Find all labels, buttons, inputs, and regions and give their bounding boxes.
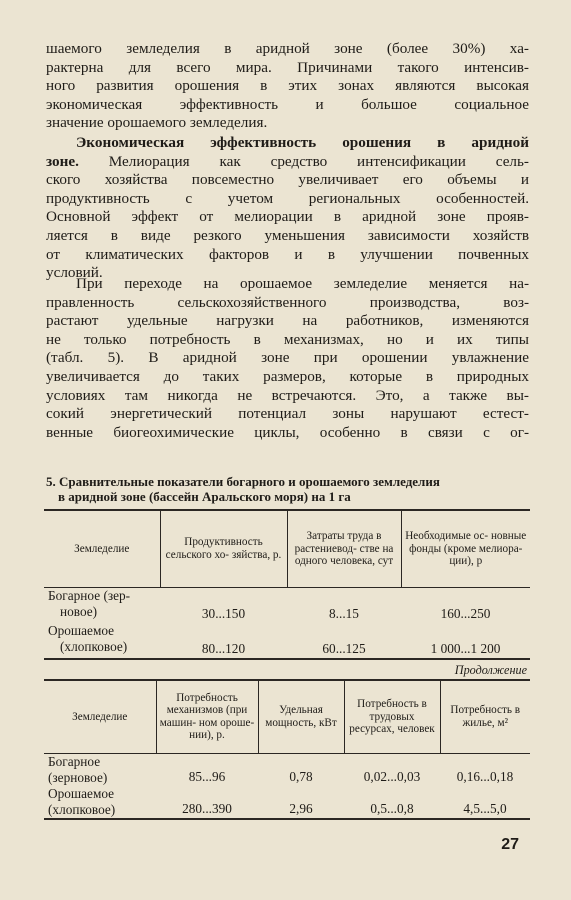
table-row: [44, 623, 530, 659]
paragraph-1: [46, 40, 529, 133]
table-cell: 80...120: [201, 641, 246, 656]
text-line: увеличивается до таких размеров, которые в природных: [46, 367, 529, 385]
row-label-line: (зерновое): [48, 769, 108, 785]
column-header: Затраты труда в растениевод- стве на одного человека, сут: [287, 510, 401, 587]
table-cell: 85...96: [188, 768, 226, 784]
page-number: 27: [501, 836, 519, 853]
column-header: Потребность механизмов (при машин- ном ороше- нии), р.: [156, 680, 258, 753]
text-line: венные биогеохимические циклы, особенно в связи с ог-: [46, 423, 529, 441]
text-line: При переходе на орошаемое земледелие меняется на-: [76, 275, 529, 292]
column-header: Удельная мощность, кВт: [258, 680, 344, 753]
caption-line: 5. Сравнительные показатели богарного и орошаемого земледелия: [46, 474, 440, 489]
row-label-line: новое): [60, 603, 98, 619]
column-header: Необходимые ос- новные фонды (кроме мелиора- ции), р: [401, 510, 530, 587]
table-cell: 1 000...1 200: [430, 641, 501, 656]
continuation-label: Продолжение: [454, 663, 527, 677]
row-label-line: (хлопковое): [60, 639, 128, 654]
row-label: [44, 786, 156, 819]
text-line: (табл. 5). В аридной зоне при орошении увлажнение: [46, 349, 529, 367]
row-label-line: Богарное (зер-: [48, 587, 131, 603]
column-header: Потребность в трудовых ресурсах, человек: [344, 680, 440, 753]
text-line: [46, 153, 529, 172]
table-cell: 0,16...0,18: [456, 768, 514, 784]
text-line: не только потребность в механизмах, но и их типы: [46, 330, 529, 348]
text-line: Основной эффект от мелиорации в аридной зоне прояв-: [46, 208, 529, 226]
text-line: условиях там никогда не встречаются. Это, а также вы-: [46, 386, 529, 404]
text-line: сокий энергетический потенциал зоны нарушают естест-: [46, 405, 529, 423]
row-label-line: Орошаемое: [48, 785, 115, 801]
table-caption: [46, 474, 532, 504]
text-line: от климатических факторов и в улучшении почвенных: [46, 245, 529, 263]
table-cell: 0,78: [289, 768, 313, 784]
table-cell: 8...15: [329, 606, 359, 621]
table-row: [44, 587, 530, 623]
section-heading-end: зоне.: [46, 152, 79, 170]
table-row: [44, 753, 530, 786]
row-label-line: (хлопковое): [48, 801, 116, 817]
column-header: Земледелие: [72, 710, 128, 723]
table-header-row: [44, 510, 530, 587]
column-header: Продуктивность сельского хо- зяйства, р.: [160, 510, 287, 587]
table-row: [44, 786, 530, 819]
table-cell: 0,02...0,03: [363, 768, 421, 784]
paragraph-2: [46, 134, 529, 283]
text-line: значение орошаемого земледелия.: [46, 114, 268, 132]
column-header: Потребность в жилье, м²: [440, 680, 530, 753]
text-line: условий.: [46, 264, 103, 282]
text-line-heading: [46, 134, 529, 153]
row-label: [44, 587, 160, 623]
text-line: экономическая эффективность и большое социальное: [46, 95, 529, 113]
table-cell: 4,5...5,0: [463, 800, 507, 816]
text-fragment: Мелиорация как средство интенсификации сель-: [78, 152, 529, 170]
text-line: ного развития орошения в этих зонах являются высокая: [46, 77, 529, 95]
row-label: [44, 753, 156, 786]
table-part-2: [44, 679, 530, 820]
row-label-line: Орошаемое: [48, 623, 115, 638]
row-label-line: Богарное: [48, 753, 101, 769]
table-cell: 2,96: [289, 800, 313, 816]
table-cell: 0,5...0,8: [370, 800, 414, 816]
column-header: Земледелие: [74, 542, 130, 555]
text-line: ского хозяйства повсеместно увеличивает его объемы и: [46, 171, 529, 189]
table-cell: 160...250: [440, 606, 491, 621]
row-label: [44, 623, 160, 659]
text-line: шаемого земледелия в аридной зоне (более 30%) ха-: [46, 40, 529, 57]
text-line: продуктивность с учетом региональных особенностей.: [46, 189, 529, 207]
table-header-row: [44, 680, 530, 753]
table-part-1: [44, 509, 530, 660]
text-line: растают удельные нагрузки на работников, изменяются: [46, 312, 529, 330]
text-line: рактерна для всего мира. Причинами такого интенсив-: [46, 58, 529, 76]
table-cell: 280...390: [182, 800, 232, 816]
text-line: ляется в виде резкого уменьшения зависимости хозяйств: [46, 226, 529, 244]
caption-line: в аридной зоне (бассейн Аральского моря) на 1 га: [58, 489, 351, 504]
text-line: правленность сельскохозяйственного производства, воз-: [46, 293, 529, 311]
section-heading: Экономическая эффективность орошения в аридной: [76, 134, 529, 151]
table-cell: 60...125: [322, 641, 366, 656]
paragraph-3: [46, 275, 529, 442]
table-cell: 30...150: [201, 606, 246, 621]
